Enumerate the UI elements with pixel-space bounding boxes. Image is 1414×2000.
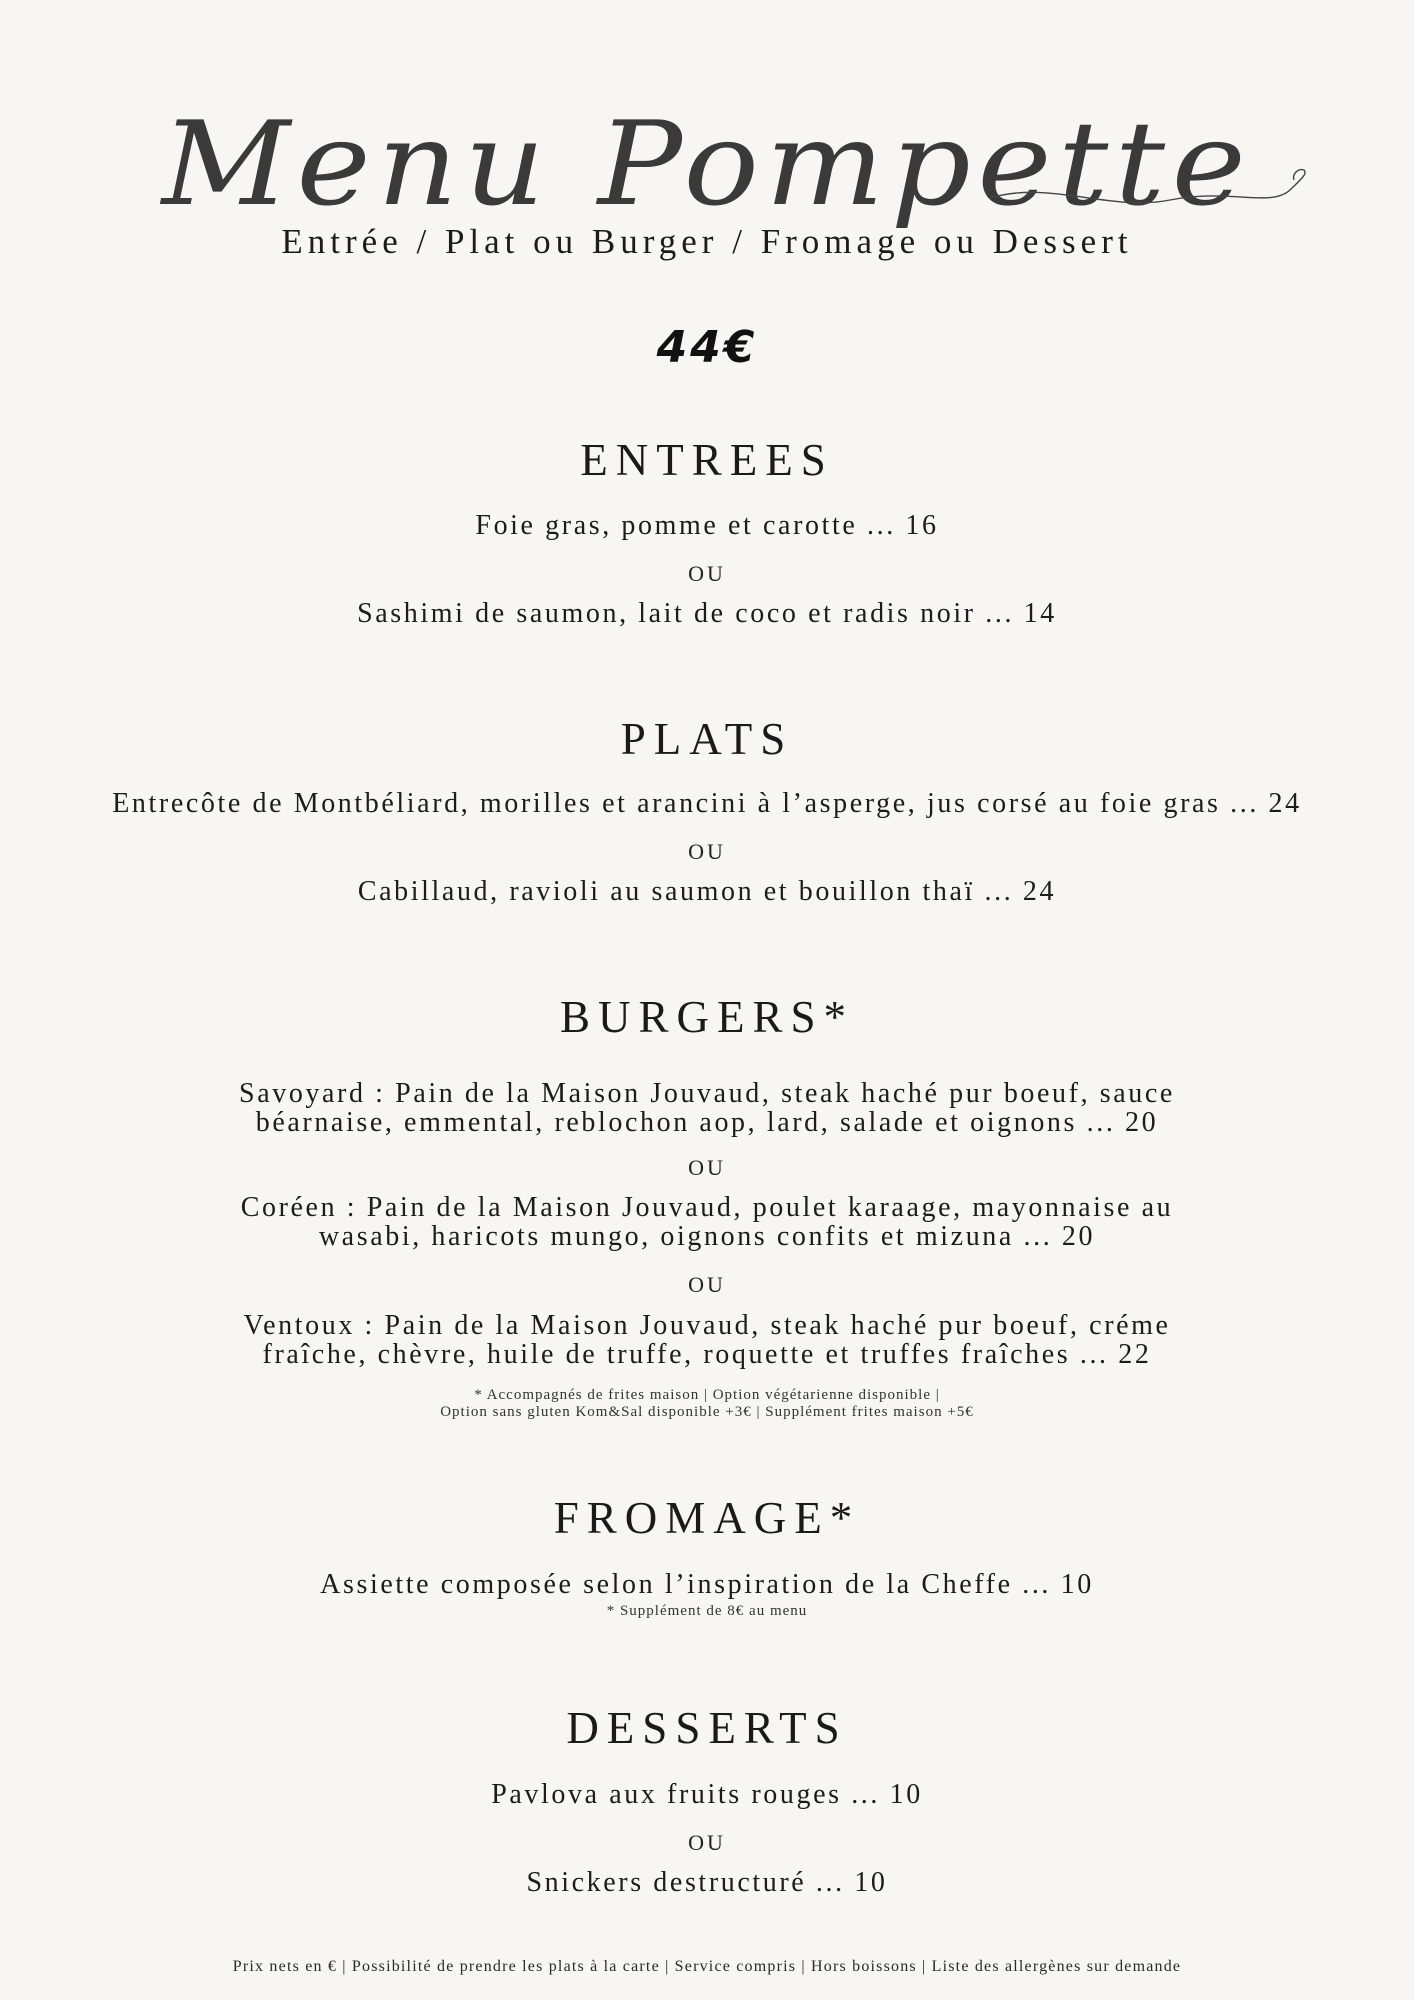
section-title-fromage: FROMAGE* xyxy=(553,1493,861,1543)
menu-item: Pavlova aux fruits rouges ... 10 xyxy=(491,1779,923,1810)
menu-price: 44€ xyxy=(656,322,758,373)
menu-subtitle: Entrée / Plat ou Burger / Fromage ou Dessert xyxy=(281,222,1133,261)
section-title-desserts: DESSERTS xyxy=(566,1703,848,1753)
burgers-note-line: Option sans gluten Kom&Sal disponible +3€ | Supplément frites maison +5€ xyxy=(440,1404,974,1420)
footer-notice: Prix nets en € | Possibilité de prendre les plats à la carte | Service compris | Hors boissons | Liste des allergènes sur demande xyxy=(232,1958,1182,1975)
menu-item-line: wasabi, haricots mungo, oignons confits et mizuna ... 20 xyxy=(318,1221,1096,1252)
section-title-plats: PLATS xyxy=(620,714,794,764)
burgers-note-line: * Accompagnés de frites maison | Option végétarienne disponible | xyxy=(474,1387,940,1403)
fromage-note: * Supplément de 8€ au menu xyxy=(606,1603,808,1619)
separator-ou: OU xyxy=(688,1155,726,1180)
menu-item-line: Ventoux : Pain de la Maison Jouvaud, steak haché pur boeuf, créme xyxy=(243,1310,1171,1341)
section-title-burgers: BURGERS* xyxy=(559,992,855,1042)
menu-item-line: béarnaise, emmental, reblochon aop, lard, salade et oignons ... 20 xyxy=(255,1107,1159,1138)
menu-item-line: Savoyard : Pain de la Maison Jouvaud, steak haché pur boeuf, sauce xyxy=(239,1078,1175,1109)
menu-item: Snickers destructuré ... 10 xyxy=(526,1867,888,1898)
menu-item-line: fraîche, chèvre, huile de truffe, roquette et truffes fraîches ... 22 xyxy=(262,1339,1152,1370)
menu-item: Entrecôte de Montbéliard, morilles et arancini à l’asperge, jus corsé au foie gras ... 24 xyxy=(112,788,1302,819)
menu-item: Foie gras, pomme et carotte ... 16 xyxy=(475,510,939,541)
section-title-entrees: ENTREES xyxy=(580,435,834,485)
separator-ou: OU xyxy=(688,1830,726,1855)
separator-ou: OU xyxy=(688,561,726,586)
separator-ou: OU xyxy=(688,839,726,864)
menu-title: Menu Pompette xyxy=(161,97,1253,232)
menu-item: Sashimi de saumon, lait de coco et radis noir ... 14 xyxy=(357,598,1057,629)
separator-ou: OU xyxy=(688,1272,726,1297)
flourish-decoration xyxy=(990,150,1310,220)
menu-item-line: Coréen : Pain de la Maison Jouvaud, poulet karaage, mayonnaise au xyxy=(240,1192,1174,1223)
menu-item: Assiette composée selon l’inspiration de la Cheffe ... 10 xyxy=(320,1569,1094,1600)
menu-item: Cabillaud, ravioli au saumon et bouillon thaï ... 24 xyxy=(357,876,1057,907)
